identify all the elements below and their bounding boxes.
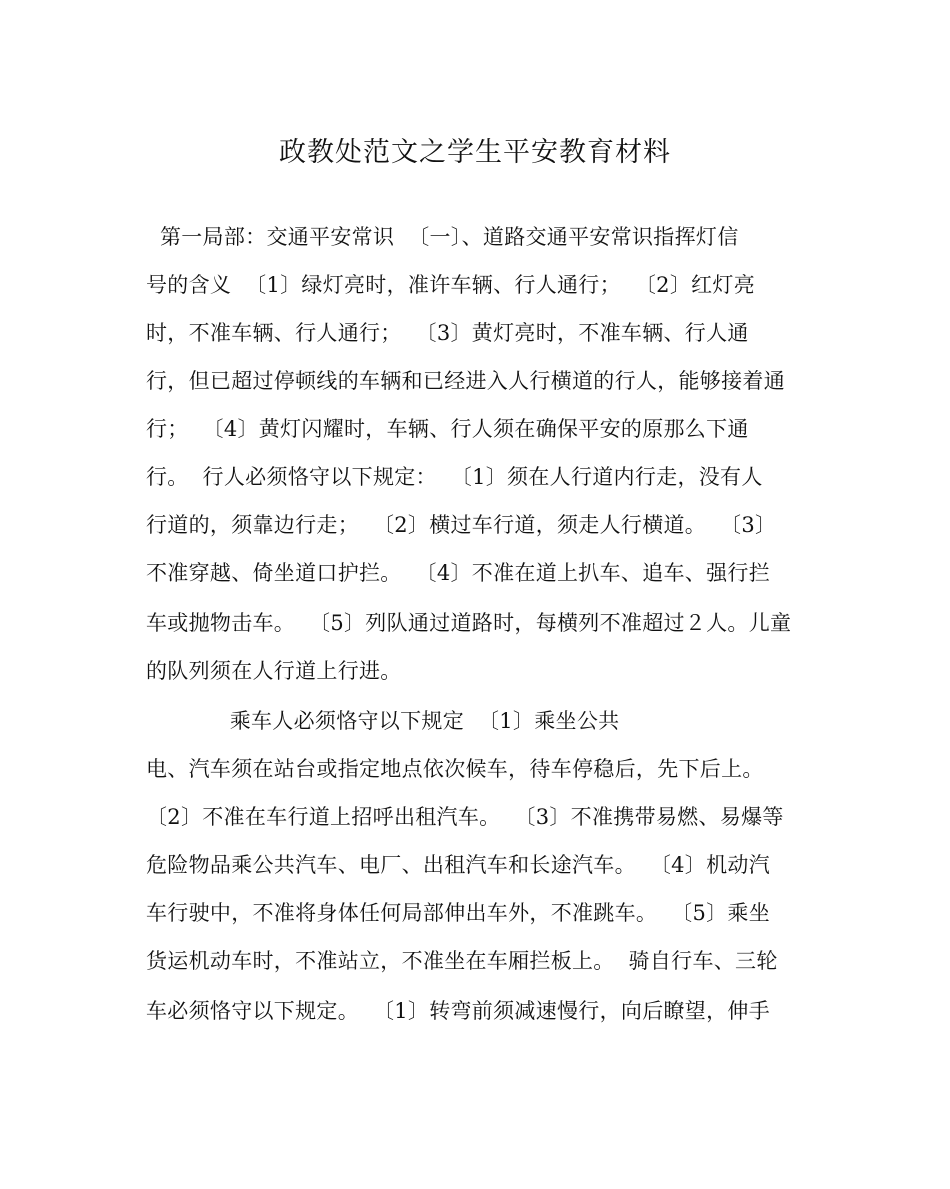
body-line: 车必须恪守以下规定。 〔1〕转弯前须减速慢行，向后瞭望，伸手 xyxy=(146,999,771,1023)
body-line: 行； 〔4〕黄灯闪耀时，车辆、行人须在确保平安的原那么下通 xyxy=(146,417,749,441)
body-line: 不准穿越、倚坐道口护拦。 〔4〕不准在道上扒车、追车、强行拦 xyxy=(146,561,771,585)
body-line: 〔2〕不准在车行道上招呼出租汽车。 〔3〕不准携带易燃、易爆等 xyxy=(146,805,784,829)
body-line: 行，但已超过停顿线的车辆和已经进入人行横道的行人，能够接着通 xyxy=(146,369,785,393)
body-line: 第一局部：交通平安常识 〔一〕、道路交通平安常识指挥灯信 xyxy=(146,225,739,249)
body-line: 货运机动车时，不准站立，不准坐在车厢拦板上。 骑自行车、三轮 xyxy=(146,949,778,973)
body-line: 号的含义 〔1〕绿灯亮时，准许车辆、行人通行； 〔2〕红灯亮 xyxy=(146,273,756,297)
body-line: 行。 行人必须恪守以下规定： 〔1〕须在人行道内行走，没有人 xyxy=(146,465,763,489)
body-line: 的队列须在人行道上行进。 xyxy=(146,659,402,683)
page-title: 政教处范文之学生平安教育材料 xyxy=(279,137,671,168)
body-line: 乘车人必须恪守以下规定 〔1〕乘坐公共 xyxy=(146,709,620,733)
body-line: 危险物品乘公共汽车、电厂、出租汽车和长途汽车。 〔4〕机动汽 xyxy=(146,853,771,877)
body-line: 行道的，须靠边行走； 〔2〕横过车行道，须走人行横道。 〔3〕 xyxy=(146,513,777,537)
body-line: 车或抛物击车。 〔5〕列队通过道路时，每横列不准超过２人。儿童 xyxy=(146,611,792,635)
body-line: 车行驶中，不准将身体任何局部伸出车外，不准跳车。 〔5〕乘坐 xyxy=(146,901,771,925)
body-line: 电、汽车须在站台或指定地点依次候车，待车停稳后，先下后上。 xyxy=(146,757,764,781)
body-line: 时，不准车辆、行人通行； 〔3〕黄灯亮时，不准车辆、行人通 xyxy=(146,321,749,345)
